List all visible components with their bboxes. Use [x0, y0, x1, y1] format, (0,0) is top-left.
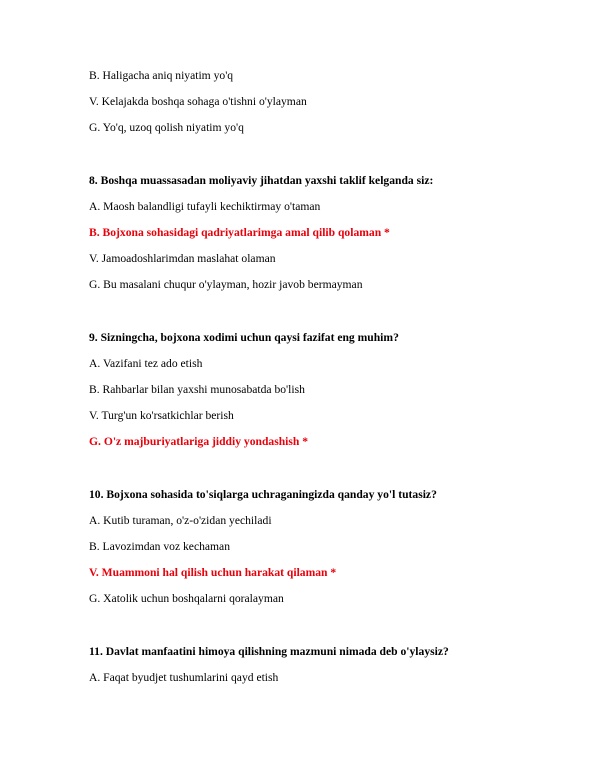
correct-answer: G. O'z majburiyatlariga jiddiy yondashish *: [89, 435, 309, 448]
option-text: B. Rahbarlar bilan yaxshi munosabatda bo'lish: [89, 383, 305, 396]
option-text: B. Lavozimdan voz kechaman: [89, 540, 231, 553]
option-text: A. Kutib turaman, o'z-o'zidan yechiladi: [89, 514, 272, 527]
option-text: A. Maosh balandligi tufayli kechiktirmay o'taman: [89, 200, 321, 213]
option-text: V. Kelajakda boshqa sohaga o'tishni o'ylayman: [89, 95, 307, 108]
option-text: G. Bu masalani chuqur o'ylayman, hozir javob bermayman: [89, 278, 363, 291]
option-text: V. Jamoadoshlarimdan maslahat olaman: [89, 252, 276, 265]
option-text: B. Haligacha aniq niyatim yo'q: [89, 69, 234, 82]
question-10-title: 10. Bojxona sohasida to'siqlarga uchraganingizda qanday yo'l tutasiz?: [89, 488, 437, 501]
question-11-title: 11. Davlat manfaatini himoya qilishning mazmuni nimada deb o'ylaysiz?: [89, 645, 449, 658]
question-8-title: 8. Boshqa muassasadan moliyaviy jihatdan yaxshi taklif kelganda siz:: [89, 174, 434, 187]
correct-answer: V. Muammoni hal qilish uchun harakat qilaman *: [89, 566, 337, 579]
question-9-title: 9. Sizningcha, bojxona xodimi uchun qaysi fazifat eng muhim?: [89, 331, 399, 344]
option-text: A. Vazifani tez ado etish: [89, 357, 203, 370]
option-text: G. Xatolik uchun boshqalarni qoralayman: [89, 592, 284, 605]
option-text: V. Turg'un ko'rsatkichlar berish: [89, 409, 234, 422]
option-text: G. Yo'q, uzoq qolish niyatim yo'q: [89, 121, 244, 134]
option-text: A. Faqat byudjet tushumlarini qayd etish: [89, 671, 279, 684]
correct-answer: B. Bojxona sohasidagi qadriyatlarimga amal qilib qolaman *: [89, 226, 390, 239]
